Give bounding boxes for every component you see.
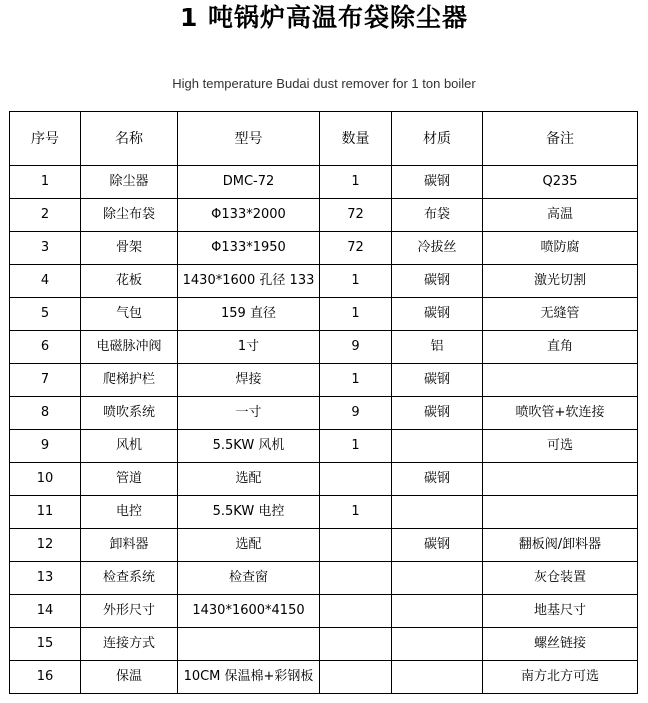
page-subtitle: High temperature Budai dust remover for 1 ton boiler (172, 76, 476, 91)
cell-quantity (320, 661, 392, 694)
header-remark: 备注 (483, 112, 638, 166)
cell-name: 卸料器 (81, 529, 178, 562)
cell-remark: 地基尺寸 (483, 595, 638, 628)
cell-name: 除尘器 (81, 166, 178, 199)
cell-model: 一寸 (178, 397, 320, 430)
cell-quantity: 72 (320, 199, 392, 232)
cell-material (392, 628, 483, 661)
cell-model: 10CM 保温棉+彩钢板 (178, 661, 320, 694)
cell-index: 3 (10, 232, 81, 265)
cell-quantity (320, 628, 392, 661)
cell-model: 1寸 (178, 331, 320, 364)
cell-quantity: 1 (320, 364, 392, 397)
cell-name: 检查系统 (81, 562, 178, 595)
cell-remark (483, 496, 638, 529)
cell-index: 6 (10, 331, 81, 364)
cell-model: 5.5KW 风机 (178, 430, 320, 463)
cell-remark: 喷防腐 (483, 232, 638, 265)
header-material: 材质 (392, 112, 483, 166)
cell-material (392, 496, 483, 529)
spec-table (9, 111, 638, 694)
cell-material: 碳钢 (392, 166, 483, 199)
table-row (10, 232, 638, 265)
cell-quantity: 1 (320, 298, 392, 331)
header-index: 序号 (10, 112, 81, 166)
cell-material: 碳钢 (392, 529, 483, 562)
cell-remark (483, 364, 638, 397)
cell-material: 布袋 (392, 199, 483, 232)
cell-quantity: 9 (320, 331, 392, 364)
cell-material: 冷拔丝 (392, 232, 483, 265)
cell-index: 9 (10, 430, 81, 463)
cell-material: 碳钢 (392, 364, 483, 397)
cell-index: 2 (10, 199, 81, 232)
cell-material: 碳钢 (392, 265, 483, 298)
cell-name: 外形尺寸 (81, 595, 178, 628)
cell-index: 10 (10, 463, 81, 496)
cell-index: 16 (10, 661, 81, 694)
cell-name: 骨架 (81, 232, 178, 265)
cell-model: 1430*1600 孔径 133 (178, 265, 320, 298)
cell-model: 焊接 (178, 364, 320, 397)
table-row (10, 628, 638, 661)
cell-index: 5 (10, 298, 81, 331)
table-row (10, 463, 638, 496)
cell-model: 选配 (178, 463, 320, 496)
cell-material (392, 661, 483, 694)
cell-quantity: 1 (320, 265, 392, 298)
cell-material (392, 562, 483, 595)
table-row (10, 496, 638, 529)
table-row (10, 364, 638, 397)
cell-material: 碳钢 (392, 463, 483, 496)
cell-model: 159 直径 (178, 298, 320, 331)
cell-index: 13 (10, 562, 81, 595)
header-quantity: 数量 (320, 112, 392, 166)
table-row (10, 298, 638, 331)
cell-model: Φ133*2000 (178, 199, 320, 232)
cell-remark: 可选 (483, 430, 638, 463)
cell-remark: Q235 (483, 166, 638, 199)
table-row (10, 166, 638, 199)
cell-quantity: 1 (320, 430, 392, 463)
cell-remark: 螺丝链接 (483, 628, 638, 661)
cell-index: 1 (10, 166, 81, 199)
cell-quantity (320, 595, 392, 628)
cell-quantity (320, 562, 392, 595)
cell-index: 15 (10, 628, 81, 661)
cell-remark: 直角 (483, 331, 638, 364)
cell-index: 4 (10, 265, 81, 298)
cell-remark: 激光切割 (483, 265, 638, 298)
table-row (10, 661, 638, 694)
cell-index: 11 (10, 496, 81, 529)
header-model: 型号 (178, 112, 320, 166)
cell-model: Φ133*1950 (178, 232, 320, 265)
cell-model: 选配 (178, 529, 320, 562)
header-name: 名称 (81, 112, 178, 166)
table-row (10, 199, 638, 232)
cell-material: 碳钢 (392, 298, 483, 331)
cell-quantity (320, 463, 392, 496)
cell-remark: 灰仓装置 (483, 562, 638, 595)
cell-remark: 南方北方可选 (483, 661, 638, 694)
cell-model: 5.5KW 电控 (178, 496, 320, 529)
cell-model: DMC-72 (178, 166, 320, 199)
cell-quantity: 9 (320, 397, 392, 430)
table-header-row (10, 112, 638, 166)
table-row (10, 595, 638, 628)
table-row (10, 529, 638, 562)
table-row (10, 430, 638, 463)
cell-name: 管道 (81, 463, 178, 496)
cell-name: 保温 (81, 661, 178, 694)
table-body (10, 166, 638, 694)
cell-quantity: 1 (320, 166, 392, 199)
cell-name: 风机 (81, 430, 178, 463)
table-row (10, 562, 638, 595)
cell-material: 铝 (392, 331, 483, 364)
page-title: 1 吨锅炉高温布袋除尘器 (179, 3, 469, 32)
cell-model: 1430*1600*4150 (178, 595, 320, 628)
cell-index: 14 (10, 595, 81, 628)
table-row (10, 397, 638, 430)
cell-model: 检查窗 (178, 562, 320, 595)
cell-name: 喷吹系统 (81, 397, 178, 430)
cell-name: 除尘布袋 (81, 199, 178, 232)
cell-name: 连接方式 (81, 628, 178, 661)
cell-material (392, 595, 483, 628)
table-row (10, 331, 638, 364)
cell-quantity (320, 529, 392, 562)
cell-index: 8 (10, 397, 81, 430)
cell-remark: 翻板阀/卸料器 (483, 529, 638, 562)
cell-remark (483, 463, 638, 496)
cell-material (392, 430, 483, 463)
cell-model (178, 628, 320, 661)
cell-quantity: 72 (320, 232, 392, 265)
cell-quantity: 1 (320, 496, 392, 529)
cell-remark: 喷吹管+软连接 (483, 397, 638, 430)
table-row (10, 265, 638, 298)
cell-name: 爬梯护栏 (81, 364, 178, 397)
cell-remark: 无缝管 (483, 298, 638, 331)
cell-index: 7 (10, 364, 81, 397)
cell-name: 花板 (81, 265, 178, 298)
cell-name: 电磁脉冲阀 (81, 331, 178, 364)
cell-name: 电控 (81, 496, 178, 529)
cell-name: 气包 (81, 298, 178, 331)
cell-material: 碳钢 (392, 397, 483, 430)
cell-index: 12 (10, 529, 81, 562)
cell-remark: 高温 (483, 199, 638, 232)
